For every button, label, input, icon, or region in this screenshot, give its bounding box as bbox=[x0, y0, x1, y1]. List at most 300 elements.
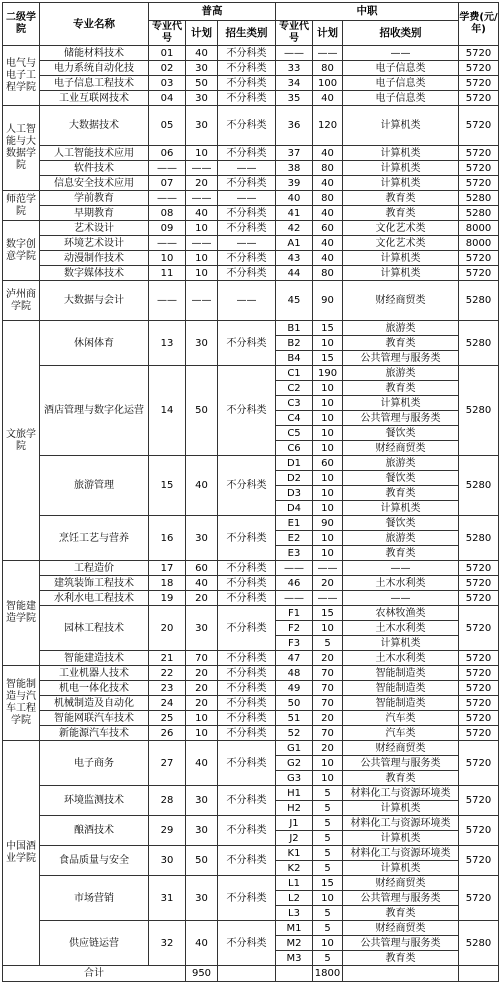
tuition-fee: 5720 bbox=[459, 106, 499, 146]
zhongzhi-code: E1 bbox=[276, 516, 313, 531]
zhongzhi-code: 51 bbox=[276, 711, 313, 726]
table-row bbox=[3, 191, 499, 206]
table-row bbox=[3, 106, 499, 146]
zhongzhi-category: 材料化工与资源环境类 bbox=[343, 786, 459, 801]
header-code2: 专业代号 bbox=[276, 21, 313, 46]
zhongzhi-plan: 10 bbox=[313, 936, 343, 951]
major-code: 11 bbox=[149, 266, 186, 281]
enrollment-plan-table bbox=[2, 2, 499, 982]
zhongzhi-code: C5 bbox=[276, 426, 313, 441]
major-code: 10 bbox=[149, 251, 186, 266]
major-category: 不分科类 bbox=[218, 76, 276, 91]
major-category: 不分科类 bbox=[218, 846, 276, 876]
major-name: 大数据与会计 bbox=[40, 281, 149, 321]
zhongzhi-code: 47 bbox=[276, 651, 313, 666]
totals-pugao-plan: 950 bbox=[186, 966, 218, 982]
tuition-fee: 5720 bbox=[459, 266, 499, 281]
zhongzhi-category: 餐饮类 bbox=[343, 471, 459, 486]
major-name: 动漫制作技术 bbox=[40, 251, 149, 266]
major-category: 不分科类 bbox=[218, 516, 276, 561]
zhongzhi-plan: 20 bbox=[313, 651, 343, 666]
zhongzhi-plan: 40 bbox=[313, 251, 343, 266]
major-code: 17 bbox=[149, 561, 186, 576]
header-category2: 招收类别 bbox=[343, 21, 459, 46]
zhongzhi-code: G2 bbox=[276, 756, 313, 771]
zhongzhi-category: 旅游类 bbox=[343, 366, 459, 381]
major-plan: 20 bbox=[186, 176, 218, 191]
major-code: 09 bbox=[149, 221, 186, 236]
tuition-fee: 5280 bbox=[459, 321, 499, 366]
zhongzhi-code: M2 bbox=[276, 936, 313, 951]
major-name: 食品质量与安全 bbox=[40, 846, 149, 876]
major-plan: 30 bbox=[186, 816, 218, 846]
table-row bbox=[3, 251, 499, 266]
major-category: 不分科类 bbox=[218, 726, 276, 741]
table-row bbox=[3, 696, 499, 711]
major-code: 03 bbox=[149, 76, 186, 91]
college-name: 智能制造与汽车工程学院 bbox=[3, 666, 40, 741]
zhongzhi-plan: 10 bbox=[313, 621, 343, 636]
major-category: 不分科类 bbox=[218, 666, 276, 681]
zhongzhi-plan: 5 bbox=[313, 846, 343, 861]
table-row bbox=[3, 321, 499, 336]
major-category: 不分科类 bbox=[218, 606, 276, 651]
major-category: 不分科类 bbox=[218, 711, 276, 726]
tuition-fee: 5720 bbox=[459, 696, 499, 711]
zhongzhi-plan: 10 bbox=[313, 756, 343, 771]
zhongzhi-category: 计算机类 bbox=[343, 801, 459, 816]
major-plan: 20 bbox=[186, 696, 218, 711]
major-plan: 70 bbox=[186, 651, 218, 666]
table-row bbox=[3, 221, 499, 236]
zhongzhi-plan: 60 bbox=[313, 456, 343, 471]
major-name: 水利水电工程技术 bbox=[40, 591, 149, 606]
major-name: 建筑装饰工程技术 bbox=[40, 576, 149, 591]
zhongzhi-plan: 5 bbox=[313, 831, 343, 846]
table-row bbox=[3, 46, 499, 61]
major-category: 不分科类 bbox=[218, 176, 276, 191]
table-row bbox=[3, 876, 499, 891]
major-plan: 40 bbox=[186, 206, 218, 221]
major-category: 不分科类 bbox=[218, 741, 276, 786]
major-category: 不分科类 bbox=[218, 696, 276, 711]
zhongzhi-plan: —— bbox=[313, 591, 343, 606]
major-category: 不分科类 bbox=[218, 681, 276, 696]
header-fee: 学费(元/年) bbox=[459, 3, 499, 46]
zhongzhi-plan: 20 bbox=[313, 741, 343, 756]
zhongzhi-category: 教育类 bbox=[343, 206, 459, 221]
zhongzhi-code: J2 bbox=[276, 831, 313, 846]
major-code: 29 bbox=[149, 816, 186, 846]
header-code: 专业代号 bbox=[149, 21, 186, 46]
major-plan: 10 bbox=[186, 146, 218, 161]
major-name: 电子信息工程技术 bbox=[40, 76, 149, 91]
zhongzhi-category: 电子信息类 bbox=[343, 91, 459, 106]
major-plan: 10 bbox=[186, 221, 218, 236]
table-row bbox=[3, 281, 499, 321]
tuition-fee: 5720 bbox=[459, 726, 499, 741]
tuition-fee: 5280 bbox=[459, 921, 499, 966]
totals-row bbox=[3, 966, 499, 982]
tuition-fee: 5720 bbox=[459, 681, 499, 696]
major-name: 旅游管理 bbox=[40, 456, 149, 516]
major-code: 04 bbox=[149, 91, 186, 106]
table-row bbox=[3, 666, 499, 681]
zhongzhi-category: —— bbox=[343, 591, 459, 606]
zhongzhi-code: 39 bbox=[276, 176, 313, 191]
zhongzhi-code: F2 bbox=[276, 621, 313, 636]
major-plan: 40 bbox=[186, 46, 218, 61]
zhongzhi-code: 33 bbox=[276, 61, 313, 76]
zhongzhi-code: E2 bbox=[276, 531, 313, 546]
major-plan: —— bbox=[186, 236, 218, 251]
tuition-fee: 5720 bbox=[459, 76, 499, 91]
zhongzhi-plan: 10 bbox=[313, 546, 343, 561]
major-name: 大数据技术 bbox=[40, 106, 149, 146]
zhongzhi-plan: 20 bbox=[313, 711, 343, 726]
zhongzhi-code: —— bbox=[276, 561, 313, 576]
major-code: 28 bbox=[149, 786, 186, 816]
zhongzhi-code: B4 bbox=[276, 351, 313, 366]
major-plan: 30 bbox=[186, 876, 218, 921]
major-plan: 20 bbox=[186, 591, 218, 606]
zhongzhi-plan: 40 bbox=[313, 176, 343, 191]
major-plan: 30 bbox=[186, 91, 218, 106]
major-code: 02 bbox=[149, 61, 186, 76]
major-category: 不分科类 bbox=[218, 816, 276, 846]
table-row bbox=[3, 711, 499, 726]
major-category: 不分科类 bbox=[218, 591, 276, 606]
tuition-fee: 5280 bbox=[459, 281, 499, 321]
zhongzhi-code: 44 bbox=[276, 266, 313, 281]
college-name: 文旅学院 bbox=[3, 321, 40, 561]
zhongzhi-code: 48 bbox=[276, 666, 313, 681]
tuition-fee: 5720 bbox=[459, 786, 499, 816]
major-code: 25 bbox=[149, 711, 186, 726]
major-code: 16 bbox=[149, 516, 186, 561]
tuition-fee: 5280 bbox=[459, 191, 499, 206]
major-category: 不分科类 bbox=[218, 221, 276, 236]
zhongzhi-category: 土木水利类 bbox=[343, 651, 459, 666]
major-name: 休闲体育 bbox=[40, 321, 149, 366]
major-name: 环境监测技术 bbox=[40, 786, 149, 816]
zhongzhi-category: 公共管理与服务类 bbox=[343, 351, 459, 366]
zhongzhi-category: 汽车类 bbox=[343, 711, 459, 726]
zhongzhi-code: J1 bbox=[276, 816, 313, 831]
table-row bbox=[3, 591, 499, 606]
major-category: 不分科类 bbox=[218, 266, 276, 281]
major-code: 21 bbox=[149, 651, 186, 666]
major-code: 31 bbox=[149, 876, 186, 921]
major-code: 14 bbox=[149, 366, 186, 456]
tuition-fee: 5280 bbox=[459, 366, 499, 456]
zhongzhi-plan: 10 bbox=[313, 426, 343, 441]
zhongzhi-code: F3 bbox=[276, 636, 313, 651]
table-row bbox=[3, 786, 499, 801]
table-row bbox=[3, 816, 499, 831]
zhongzhi-plan: 5 bbox=[313, 951, 343, 966]
zhongzhi-code: 41 bbox=[276, 206, 313, 221]
zhongzhi-category: 教育类 bbox=[343, 951, 459, 966]
zhongzhi-code: 34 bbox=[276, 76, 313, 91]
major-category: 不分科类 bbox=[218, 876, 276, 921]
major-category: 不分科类 bbox=[218, 561, 276, 576]
college-name: 师范学院 bbox=[3, 191, 40, 221]
major-code: 15 bbox=[149, 456, 186, 516]
major-plan: 20 bbox=[186, 681, 218, 696]
zhongzhi-code: E3 bbox=[276, 546, 313, 561]
major-name: 软件技术 bbox=[40, 161, 149, 176]
tuition-fee: 5280 bbox=[459, 206, 499, 221]
zhongzhi-code: 46 bbox=[276, 576, 313, 591]
zhongzhi-category: 教育类 bbox=[343, 486, 459, 501]
zhongzhi-plan: 5 bbox=[313, 861, 343, 876]
zhongzhi-plan: 120 bbox=[313, 106, 343, 146]
zhongzhi-plan: 10 bbox=[313, 486, 343, 501]
zhongzhi-code: —— bbox=[276, 591, 313, 606]
tuition-fee: 5720 bbox=[459, 561, 499, 576]
major-name: 酿酒技术 bbox=[40, 816, 149, 846]
major-plan: 30 bbox=[186, 786, 218, 816]
zhongzhi-category: 公共管理与服务类 bbox=[343, 756, 459, 771]
zhongzhi-category: 公共管理与服务类 bbox=[343, 891, 459, 906]
zhongzhi-category: 餐饮类 bbox=[343, 426, 459, 441]
zhongzhi-category: 财经商贸类 bbox=[343, 876, 459, 891]
zhongzhi-category: 汽车类 bbox=[343, 726, 459, 741]
zhongzhi-category: 教育类 bbox=[343, 771, 459, 786]
zhongzhi-plan: 10 bbox=[313, 891, 343, 906]
zhongzhi-plan: 5 bbox=[313, 816, 343, 831]
zhongzhi-category: 旅游类 bbox=[343, 456, 459, 471]
major-name: 智能建造技术 bbox=[40, 651, 149, 666]
zhongzhi-plan: 5 bbox=[313, 636, 343, 651]
zhongzhi-category: 计算机类 bbox=[343, 161, 459, 176]
zhongzhi-code: 42 bbox=[276, 221, 313, 236]
zhongzhi-category: 文化艺术类 bbox=[343, 221, 459, 236]
major-category: 不分科类 bbox=[218, 251, 276, 266]
major-plan: —— bbox=[186, 191, 218, 206]
zhongzhi-plan: 15 bbox=[313, 876, 343, 891]
zhongzhi-category: —— bbox=[343, 46, 459, 61]
major-name: 机械制造及自动化 bbox=[40, 696, 149, 711]
major-category: 不分科类 bbox=[218, 106, 276, 146]
major-plan: —— bbox=[186, 281, 218, 321]
zhongzhi-category: 教育类 bbox=[343, 191, 459, 206]
major-category: 不分科类 bbox=[218, 456, 276, 516]
zhongzhi-plan: 90 bbox=[313, 516, 343, 531]
zhongzhi-category: 餐饮类 bbox=[343, 516, 459, 531]
tuition-fee: 5280 bbox=[459, 456, 499, 516]
zhongzhi-category: 计算机类 bbox=[343, 106, 459, 146]
college-name: 泸州商学院 bbox=[3, 281, 40, 321]
table-row bbox=[3, 651, 499, 666]
zhongzhi-plan: 10 bbox=[313, 471, 343, 486]
major-plan: 60 bbox=[186, 561, 218, 576]
table-row bbox=[3, 176, 499, 191]
tuition-fee: 5720 bbox=[459, 46, 499, 61]
zhongzhi-plan: 5 bbox=[313, 906, 343, 921]
table-row bbox=[3, 681, 499, 696]
tuition-fee: 5720 bbox=[459, 176, 499, 191]
tuition-fee: 5720 bbox=[459, 251, 499, 266]
zhongzhi-plan: 40 bbox=[313, 91, 343, 106]
major-code: 20 bbox=[149, 606, 186, 651]
table-row bbox=[3, 146, 499, 161]
table-row bbox=[3, 236, 499, 251]
table-body bbox=[3, 46, 499, 966]
zhongzhi-code: K2 bbox=[276, 861, 313, 876]
zhongzhi-code: F1 bbox=[276, 606, 313, 621]
zhongzhi-category: 教育类 bbox=[343, 381, 459, 396]
major-category: —— bbox=[218, 191, 276, 206]
zhongzhi-plan: 190 bbox=[313, 366, 343, 381]
zhongzhi-plan: 100 bbox=[313, 76, 343, 91]
zhongzhi-code: 35 bbox=[276, 91, 313, 106]
major-plan: 10 bbox=[186, 266, 218, 281]
totals-empty-2 bbox=[276, 966, 313, 982]
major-plan: 10 bbox=[186, 711, 218, 726]
header-plan: 计划 bbox=[186, 21, 218, 46]
tuition-fee: 8000 bbox=[459, 221, 499, 236]
tuition-fee: 5720 bbox=[459, 61, 499, 76]
major-category: —— bbox=[218, 161, 276, 176]
major-plan: 30 bbox=[186, 606, 218, 651]
table-row bbox=[3, 161, 499, 176]
major-category: 不分科类 bbox=[218, 61, 276, 76]
major-name: 环境艺术设计 bbox=[40, 236, 149, 251]
major-name: 机电一体化技术 bbox=[40, 681, 149, 696]
zhongzhi-plan: 20 bbox=[313, 576, 343, 591]
major-name: 人工智能技术应用 bbox=[40, 146, 149, 161]
major-category: 不分科类 bbox=[218, 366, 276, 456]
major-code: 23 bbox=[149, 681, 186, 696]
major-name: 学前教育 bbox=[40, 191, 149, 206]
table-row bbox=[3, 61, 499, 76]
tuition-fee: 5720 bbox=[459, 876, 499, 921]
zhongzhi-category: 文化艺术类 bbox=[343, 236, 459, 251]
zhongzhi-plan: 90 bbox=[313, 281, 343, 321]
major-name: 数字媒体技术 bbox=[40, 266, 149, 281]
zhongzhi-code: L1 bbox=[276, 876, 313, 891]
major-code: 19 bbox=[149, 591, 186, 606]
major-category: 不分科类 bbox=[218, 321, 276, 366]
zhongzhi-category: 农林牧渔类 bbox=[343, 606, 459, 621]
header-plan2: 计划 bbox=[313, 21, 343, 46]
major-plan: 10 bbox=[186, 726, 218, 741]
zhongzhi-category: 计算机类 bbox=[343, 266, 459, 281]
table-row bbox=[3, 846, 499, 861]
table-row bbox=[3, 206, 499, 221]
major-category: 不分科类 bbox=[218, 576, 276, 591]
major-name: 储能材料技术 bbox=[40, 46, 149, 61]
zhongzhi-category: 计算机类 bbox=[343, 861, 459, 876]
major-plan: 40 bbox=[186, 921, 218, 966]
zhongzhi-plan: 70 bbox=[313, 726, 343, 741]
zhongzhi-code: D1 bbox=[276, 456, 313, 471]
major-code: 30 bbox=[149, 846, 186, 876]
major-plan: 50 bbox=[186, 846, 218, 876]
tuition-fee: 5720 bbox=[459, 651, 499, 666]
major-code: 26 bbox=[149, 726, 186, 741]
college-name: 电气与电子工程学院 bbox=[3, 46, 40, 106]
table-row bbox=[3, 576, 499, 591]
zhongzhi-plan: 70 bbox=[313, 681, 343, 696]
zhongzhi-code: 40 bbox=[276, 191, 313, 206]
major-name: 供应链运营 bbox=[40, 921, 149, 966]
table-row bbox=[3, 561, 499, 576]
zhongzhi-plan: 10 bbox=[313, 336, 343, 351]
zhongzhi-category: 财经商贸类 bbox=[343, 741, 459, 756]
tuition-fee: 8000 bbox=[459, 236, 499, 251]
major-plan: 30 bbox=[186, 61, 218, 76]
zhongzhi-plan: 15 bbox=[313, 606, 343, 621]
zhongzhi-category: 智能制造类 bbox=[343, 666, 459, 681]
major-code: 08 bbox=[149, 206, 186, 221]
totals-label: 合计 bbox=[3, 966, 186, 982]
zhongzhi-category: 教育类 bbox=[343, 906, 459, 921]
major-name: 电子商务 bbox=[40, 741, 149, 786]
zhongzhi-code: K1 bbox=[276, 846, 313, 861]
header-college: 二级学院 bbox=[3, 3, 40, 46]
zhongzhi-plan: 5 bbox=[313, 801, 343, 816]
tuition-fee: 5720 bbox=[459, 606, 499, 651]
zhongzhi-plan: 10 bbox=[313, 501, 343, 516]
zhongzhi-category: 旅游类 bbox=[343, 531, 459, 546]
zhongzhi-code: 52 bbox=[276, 726, 313, 741]
tuition-fee: 5720 bbox=[459, 591, 499, 606]
zhongzhi-plan: 5 bbox=[313, 921, 343, 936]
major-category: 不分科类 bbox=[218, 91, 276, 106]
zhongzhi-plan: 15 bbox=[313, 321, 343, 336]
zhongzhi-code: 36 bbox=[276, 106, 313, 146]
table-row bbox=[3, 76, 499, 91]
tuition-fee: 5720 bbox=[459, 741, 499, 786]
zhongzhi-code: G3 bbox=[276, 771, 313, 786]
zhongzhi-code: M1 bbox=[276, 921, 313, 936]
zhongzhi-category: 材料化工与资源环境类 bbox=[343, 816, 459, 831]
table-row bbox=[3, 921, 499, 936]
zhongzhi-code: G1 bbox=[276, 741, 313, 756]
header-category: 招生类别 bbox=[218, 21, 276, 46]
major-code: 05 bbox=[149, 106, 186, 146]
zhongzhi-category: 电子信息类 bbox=[343, 61, 459, 76]
zhongzhi-category: 公共管理与服务类 bbox=[343, 936, 459, 951]
table-row bbox=[3, 516, 499, 531]
major-plan: 30 bbox=[186, 106, 218, 146]
zhongzhi-code: 50 bbox=[276, 696, 313, 711]
zhongzhi-plan: 80 bbox=[313, 191, 343, 206]
major-name: 酒店管理与数字化运营 bbox=[40, 366, 149, 456]
zhongzhi-plan: 10 bbox=[313, 531, 343, 546]
zhongzhi-plan: 10 bbox=[313, 381, 343, 396]
tuition-fee: 5720 bbox=[459, 576, 499, 591]
major-category: —— bbox=[218, 236, 276, 251]
major-name: 工程造价 bbox=[40, 561, 149, 576]
zhongzhi-plan: 40 bbox=[313, 146, 343, 161]
zhongzhi-plan: 70 bbox=[313, 696, 343, 711]
zhongzhi-category: 土木水利类 bbox=[343, 576, 459, 591]
major-code: 01 bbox=[149, 46, 186, 61]
major-name: 电力系统自动化技 bbox=[40, 61, 149, 76]
major-category: 不分科类 bbox=[218, 206, 276, 221]
header-pugao: 普高 bbox=[149, 3, 276, 21]
zhongzhi-code: H2 bbox=[276, 801, 313, 816]
major-name: 烹饪工艺与营养 bbox=[40, 516, 149, 561]
header-zhongzhi: 中职 bbox=[276, 3, 459, 21]
tuition-fee: 5720 bbox=[459, 666, 499, 681]
major-plan: 40 bbox=[186, 456, 218, 516]
major-name: 早期教育 bbox=[40, 206, 149, 221]
